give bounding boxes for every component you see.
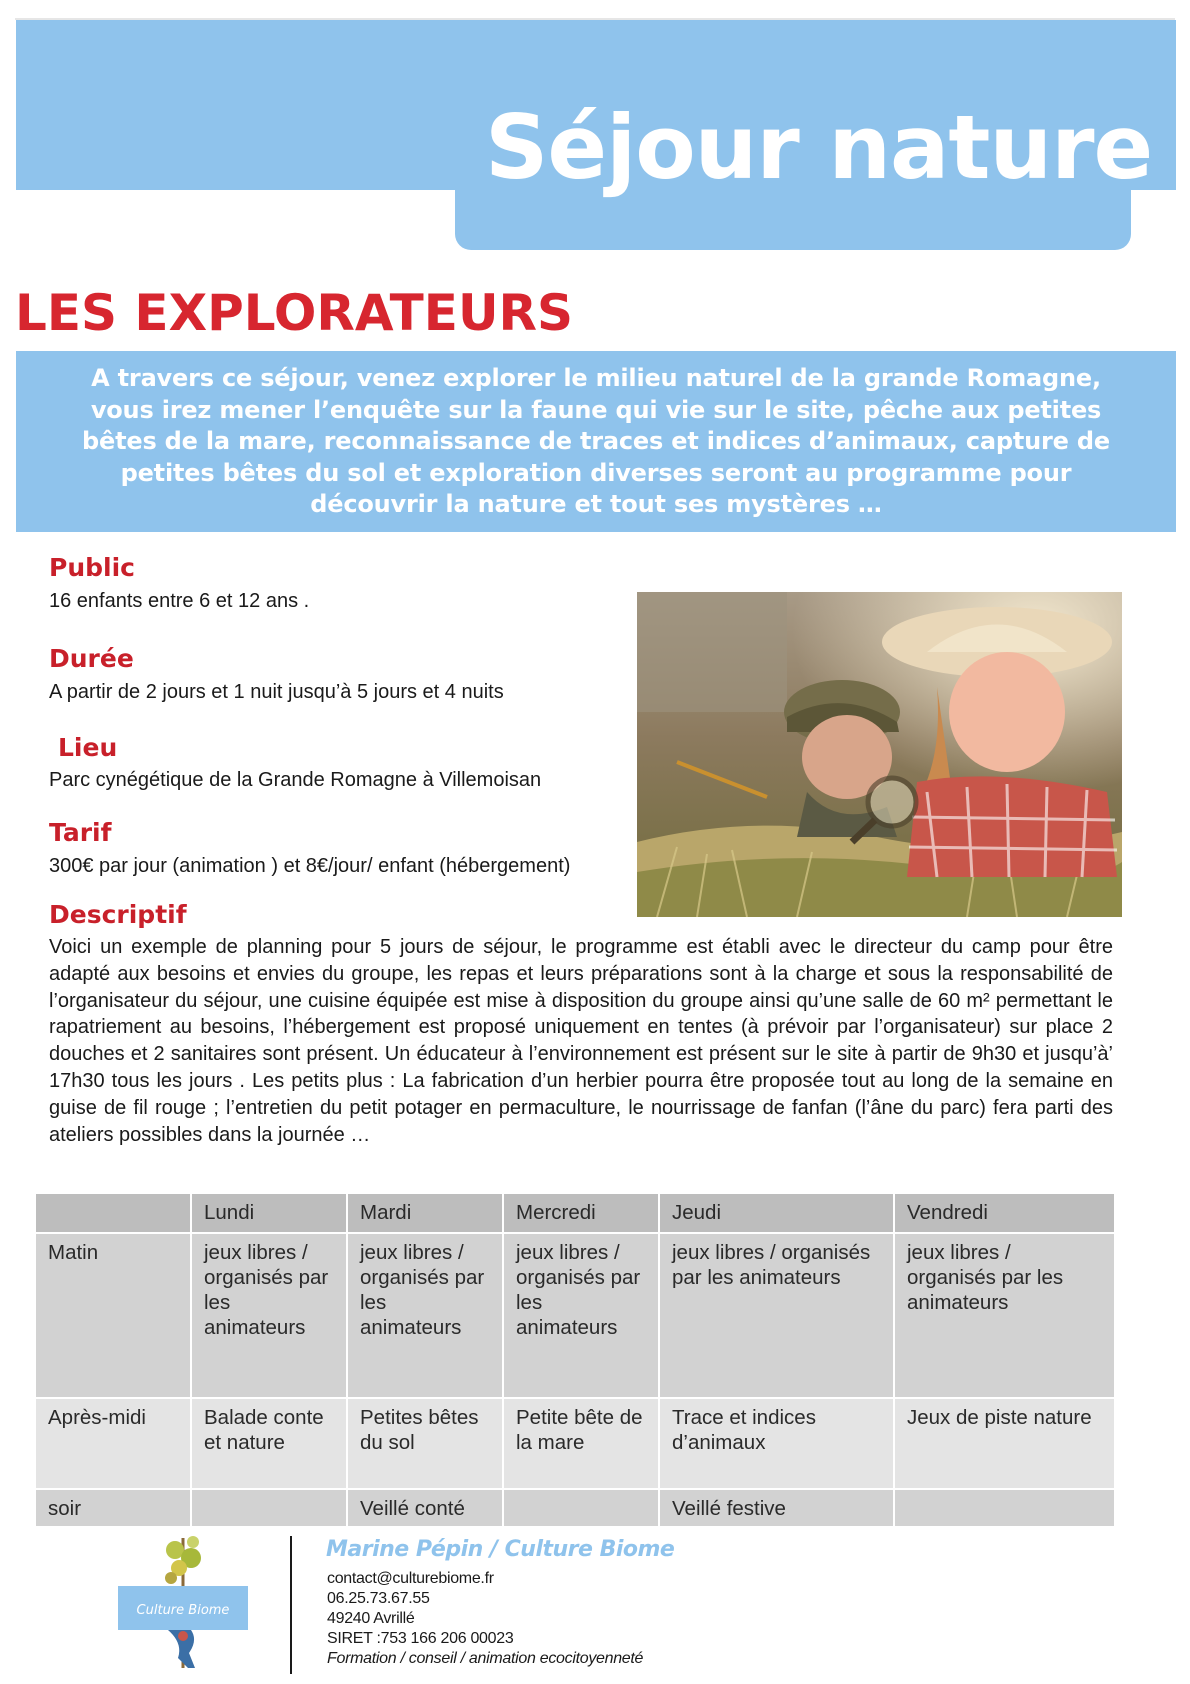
tarif-heading: Tarif bbox=[49, 818, 112, 847]
descriptif-heading: Descriptif bbox=[49, 900, 187, 929]
table-row bbox=[35, 1398, 1115, 1489]
day-header: Jeudi bbox=[659, 1193, 894, 1233]
tarif-text: 300€ par jour (animation ) et 8€/jour/ enfant (hébergement) bbox=[49, 855, 571, 877]
table-cell bbox=[191, 1489, 347, 1527]
footer-divider bbox=[290, 1536, 292, 1674]
row-label: Matin bbox=[35, 1233, 191, 1398]
duree-heading: Durée bbox=[49, 644, 134, 673]
footer-tagline: Formation / conseil / animation ecocitoyenneté bbox=[327, 1650, 644, 1667]
footer-email: contact@culturebiome.fr bbox=[327, 1570, 494, 1587]
lieu-text: Parc cynégétique de la Grande Romagne à Villemoisan bbox=[49, 769, 542, 791]
intro-banner bbox=[16, 351, 1176, 532]
table-row bbox=[35, 1233, 1115, 1398]
descriptif-text: Voici un exemple de planning pour 5 jours de séjour, le programme est établi avec le directeur du camp pour être adapté aux besoins et envies du groupe, les repas et leurs préparations sont à la charge et sous la responsabilité de l’organisateur du séjour, une cuisine équipée est mise à disposition du groupe ainsi qu’une salle de 60 m² permettant le rapatriement au besoins, l’hébergement est proposé uniquement en tentes (à prévoir par l’organisateur) sur place 2 douches et 2 sanitaires sont présent. Un éducateur à l’environnement est présent sur le site à partir de 9h30 et jusqu’à’ 17h30 tous les jours . Les petits plus : La fabrication d’un herbier pourra être proposée tout au long de la semaine en guise de fil rouge ; l’entretien du petit potager en permaculture, le nourrissage de fanfan (l’âne du parc) fera parti des ateliers possibles dans la journée … bbox=[49, 936, 1113, 1146]
table-cell: jeux libres / organisés par les animateurs bbox=[894, 1233, 1115, 1398]
table-cell: Veillé conté bbox=[347, 1489, 503, 1527]
duree-text: A partir de 2 jours et 1 nuit jusqu’à 5 jours et 4 nuits bbox=[49, 681, 504, 703]
footer-brand: Marine Pépin / Culture Biome bbox=[326, 1537, 675, 1562]
day-header: Vendredi bbox=[894, 1193, 1115, 1233]
table-cell bbox=[503, 1489, 659, 1527]
footer-siret: SIRET :753 166 206 00023 bbox=[327, 1630, 514, 1647]
public-text: 16 enfants entre 6 et 12 ans . bbox=[49, 590, 310, 612]
day-header: Mercredi bbox=[503, 1193, 659, 1233]
table-cell bbox=[894, 1489, 1115, 1527]
table-cell: Trace et indices d’animaux bbox=[659, 1398, 894, 1489]
row-label: Après-midi bbox=[35, 1398, 191, 1489]
day-header: Mardi bbox=[347, 1193, 503, 1233]
table-cell: Petite bête de la mare bbox=[503, 1398, 659, 1489]
footer-address: 49240 Avrillé bbox=[327, 1610, 415, 1627]
table-cell: jeux libres / organisés par les animateurs bbox=[503, 1233, 659, 1398]
page-header-title: Séjour nature bbox=[485, 96, 1153, 199]
table-cell: Jeux de piste nature bbox=[894, 1398, 1115, 1489]
row-label: soir bbox=[35, 1489, 191, 1527]
children-magnifying-glass-photo bbox=[637, 592, 1122, 917]
page-title: LES EXPLORATEURS bbox=[15, 284, 574, 342]
intro-text: A travers ce séjour, venez explorer le milieu naturel de la grande Romagne, vous irez mener l’enquête sur la faune qui vie sur le site, pêche aux petites bêtes de la mare, reconnaissance de traces et indices d’animaux, capture de petites bêtes du sol et exploration diverses seront au programme pour découvrir la nature et tout ses mystères … bbox=[82, 364, 1110, 518]
table-cell: jeux libres / organisés par les animateurs bbox=[659, 1233, 894, 1398]
table-cell: Petites bêtes du sol bbox=[347, 1398, 503, 1489]
table-cell: Veillé festive bbox=[659, 1489, 894, 1527]
svg-text:Culture Biome: Culture Biome bbox=[136, 1603, 230, 1618]
table-cell: jeux libres / organisés par les animateurs bbox=[191, 1233, 347, 1398]
table-cell: Balade conte et nature bbox=[191, 1398, 347, 1489]
table-header-row bbox=[35, 1193, 1115, 1233]
lieu-heading: Lieu bbox=[58, 733, 118, 762]
footer-phone: 06.25.73.67.55 bbox=[327, 1590, 430, 1607]
table-cell: jeux libres / organisés par les animateurs bbox=[347, 1233, 503, 1398]
culture-biome-logo bbox=[113, 1528, 263, 1676]
table-corner-cell bbox=[35, 1193, 191, 1233]
table-row bbox=[35, 1489, 1115, 1527]
planning-table bbox=[34, 1192, 1116, 1528]
day-header: Lundi bbox=[191, 1193, 347, 1233]
public-heading: Public bbox=[49, 553, 135, 582]
